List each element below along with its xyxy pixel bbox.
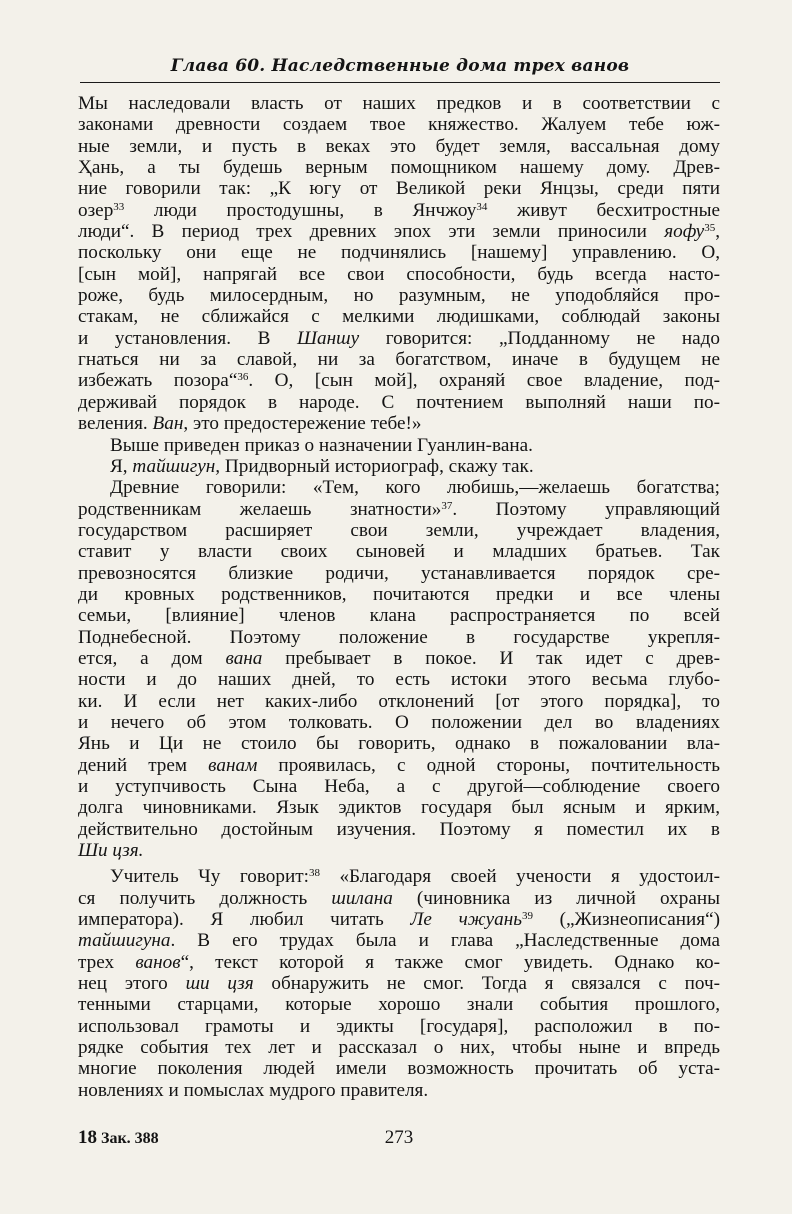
footnote-ref: 37 bbox=[441, 499, 453, 512]
text-run: . В его трудах была и глава „Наследственные дома bbox=[170, 930, 720, 952]
text-run: Древние говорили: «Тем, кого любишь,—желаешь богатства; bbox=[110, 477, 720, 499]
text-run: говорится: „Подданному не надо bbox=[359, 327, 720, 349]
text-run: . О, [сын мой], охраняй свое владение, под- bbox=[248, 370, 720, 392]
text-run: проявилась, с одной стороны, почтительность bbox=[257, 754, 720, 776]
text-run: живут бесхитростные bbox=[487, 199, 720, 221]
text-line bbox=[78, 349, 720, 370]
text-line bbox=[78, 930, 720, 951]
text-run: многие поколения людей имели возможность прочитать об уста- bbox=[78, 1058, 720, 1080]
text-line bbox=[78, 392, 720, 413]
text-line bbox=[78, 477, 720, 498]
text-run: , это предостережение тебе!» bbox=[183, 413, 422, 435]
text-run: императора). Я любил читать bbox=[78, 909, 411, 931]
text-run: [сын мой], напрягай все свои способности, будь всегда насто- bbox=[78, 263, 720, 285]
text-line bbox=[78, 370, 720, 391]
italic-term: тайшигун, bbox=[132, 455, 221, 477]
text-run: стакам, не сближайся с мелкими людишками, соблюдай законы bbox=[78, 306, 720, 328]
text-run: “, текст которой я также смог увидеть. Однако ко- bbox=[180, 951, 720, 973]
italic-term: тайшигуна bbox=[78, 930, 171, 952]
text-run: пребывает в покое. И так идет с древ- bbox=[262, 647, 720, 669]
text-run: ди кровных родственников, почитаются предки и все члены bbox=[78, 583, 720, 605]
text-run: и установления. В bbox=[78, 327, 297, 349]
italic-term: Ле чжуань bbox=[410, 909, 522, 931]
italic-term: ши цзя bbox=[185, 973, 254, 995]
footnote-ref: 36 bbox=[237, 371, 249, 384]
text-line bbox=[78, 605, 720, 626]
text-run: Учитель Чу говорит: bbox=[110, 866, 309, 888]
text-run: новлениях и помыслах мудрого правителя. bbox=[78, 1079, 429, 1101]
footnote-ref: 34 bbox=[476, 200, 488, 213]
text-line bbox=[78, 328, 720, 349]
text-run: использовал грамоты и эдикты [государя], расположил в по- bbox=[78, 1015, 720, 1037]
text-line bbox=[78, 221, 720, 242]
footnote-ref: 33 bbox=[113, 200, 125, 213]
text-run: трех bbox=[78, 951, 136, 973]
text-run: ся получить должность bbox=[78, 887, 332, 909]
text-run: роже, будь милосердным, но разумным, не уподобляйся про- bbox=[78, 285, 720, 307]
text-run: люди“. В период трех древних эпох эти земли приносили bbox=[78, 221, 665, 243]
footnote-ref: 39 bbox=[521, 910, 533, 923]
text-run: , bbox=[715, 221, 720, 243]
text-line bbox=[78, 242, 720, 263]
text-line bbox=[78, 866, 720, 887]
text-run: Я, bbox=[110, 455, 133, 477]
text-line bbox=[78, 776, 720, 797]
text-run: („Жизнеописания“) bbox=[532, 909, 720, 931]
italic-term: ванам bbox=[208, 754, 258, 776]
text-line bbox=[78, 157, 720, 178]
italic-term: ванов bbox=[135, 951, 181, 973]
text-line bbox=[78, 691, 720, 712]
text-run: озер bbox=[78, 199, 114, 221]
text-line bbox=[78, 413, 720, 434]
text-run: превозносятся близкие родичи, устанавливается порядок сре- bbox=[78, 562, 720, 584]
footnote-ref: 35 bbox=[704, 222, 716, 235]
text-run: родственникам желаешь знатности» bbox=[78, 498, 442, 520]
text-run: «Благодаря своей учености я удостоил- bbox=[319, 866, 720, 888]
text-line bbox=[78, 520, 720, 541]
text-line bbox=[78, 888, 720, 909]
text-run: (чиновника из личной охраны bbox=[392, 887, 720, 909]
text-run: ки. И если нет каких-либо отклонений [от этого порядка], то bbox=[78, 690, 720, 712]
text-run: ется, а дом bbox=[78, 647, 226, 669]
text-line bbox=[78, 1058, 720, 1079]
text-line bbox=[78, 499, 720, 520]
italic-term: вана bbox=[225, 647, 263, 669]
text-run: люди простодушны, в Янчжоу bbox=[124, 199, 477, 221]
italic-term: яофу bbox=[664, 221, 705, 243]
header-rule bbox=[80, 82, 720, 83]
text-run: поскольку они еще не подчинялись [нашему] управлению. О, bbox=[78, 242, 720, 264]
text-line bbox=[78, 200, 720, 221]
text-line bbox=[78, 627, 720, 648]
text-run: нец этого bbox=[78, 973, 186, 995]
text-line bbox=[78, 797, 720, 818]
text-run: Поднебесной. Поэтому положение в государстве укрепля- bbox=[78, 626, 720, 648]
text-line bbox=[78, 819, 720, 840]
page-footer bbox=[78, 1127, 720, 1151]
text-run: и нечего об этом толковать. О положении дел во владениях bbox=[78, 711, 720, 733]
text-run: держивай порядок в народе. С почтением выполняй наши по- bbox=[78, 391, 720, 413]
text-run: долга чиновниками. Язык эдиктов государя был ясным и ярким, bbox=[78, 797, 720, 819]
text-run: действительно достойным изучения. Поэтому я поместил их в bbox=[78, 818, 720, 840]
text-line bbox=[78, 712, 720, 733]
text-run: семьи, [влияние] членов клана распространяется по всей bbox=[78, 605, 720, 627]
italic-term: Ван bbox=[152, 413, 184, 435]
text-run: Мы наследовали власть от наших предков и в соответствии с bbox=[78, 93, 720, 114]
italic-term: шилана bbox=[331, 887, 393, 909]
text-run: государством расширяет свои земли, учреждает владения, bbox=[78, 519, 720, 541]
text-line bbox=[78, 1037, 720, 1058]
text-line bbox=[78, 114, 720, 135]
text-line bbox=[78, 93, 720, 114]
text-line bbox=[78, 264, 720, 285]
footnote-ref: 38 bbox=[308, 867, 320, 880]
text-run: Выше приведен приказ о назначении Гуанлин-вана. bbox=[110, 434, 533, 456]
text-run: ности и до наших дней, то есть истоки этого весьма глубо- bbox=[78, 669, 720, 691]
signature-order: Зак. 388 bbox=[101, 1130, 159, 1147]
text-run: гнаться ни за славой, ни за богатством, иначе в будущем не bbox=[78, 349, 720, 371]
text-line bbox=[78, 909, 720, 930]
text-run: обнаружить не смог. Тогда я связался с поч- bbox=[253, 973, 721, 995]
page-body-text bbox=[78, 93, 720, 1101]
text-run: дений трем bbox=[78, 754, 209, 776]
text-line bbox=[78, 1016, 720, 1037]
text-run: Придворный историограф, скажу так. bbox=[220, 455, 534, 477]
text-run: тенными старцами, которые хорошо знали события прошлого, bbox=[78, 994, 720, 1016]
text-run: законами древности создаем твое княжество. Жалуем тебе юж- bbox=[78, 114, 720, 136]
text-line bbox=[78, 994, 720, 1015]
text-line bbox=[78, 733, 720, 754]
text-line bbox=[78, 840, 720, 861]
text-line bbox=[78, 1080, 720, 1101]
text-line bbox=[78, 973, 720, 994]
signature-number: 18 bbox=[78, 1127, 97, 1148]
text-run: избежать позора“ bbox=[78, 370, 238, 392]
text-line bbox=[78, 563, 720, 584]
text-run: и уступчивость Сына Неба, а с другой—соблюдение своего bbox=[78, 776, 720, 797]
text-line bbox=[78, 541, 720, 562]
text-line bbox=[78, 178, 720, 199]
text-line bbox=[78, 648, 720, 669]
text-line bbox=[78, 755, 720, 776]
text-run: Ҳань, а ты будешь верным помощником нашему дому. Древ- bbox=[78, 157, 720, 179]
italic-term: Шаншу bbox=[296, 327, 360, 349]
text-line bbox=[78, 435, 720, 456]
text-run: ние говорили так: „К югу от Великой реки Янцзы, среди пяти bbox=[78, 178, 720, 200]
text-run: веления. bbox=[78, 413, 153, 435]
text-run: ставит у власти своих сыновей и младших братьев. Так bbox=[78, 541, 720, 563]
text-line bbox=[78, 136, 720, 157]
page-number: 273 bbox=[384, 1127, 414, 1148]
running-header: Глава 60. Наследственные дома трех ванов bbox=[170, 56, 630, 76]
italic-term: Ши цзя. bbox=[78, 840, 144, 862]
text-line bbox=[78, 306, 720, 327]
text-run: . Поэтому управляющий bbox=[452, 498, 720, 520]
text-line bbox=[78, 456, 720, 477]
text-run: ные земли, и пусть в веках это будет земля, вассальная дому bbox=[78, 135, 720, 157]
text-line bbox=[78, 952, 720, 973]
text-run: Янь и Ци не стоило бы говорить, однако в пожаловании вла- bbox=[78, 733, 720, 755]
text-line bbox=[78, 584, 720, 605]
text-run: рядке события тех лет и рассказал о них, чтобы ныне и впредь bbox=[78, 1037, 720, 1059]
text-line bbox=[78, 669, 720, 690]
text-line bbox=[78, 285, 720, 306]
